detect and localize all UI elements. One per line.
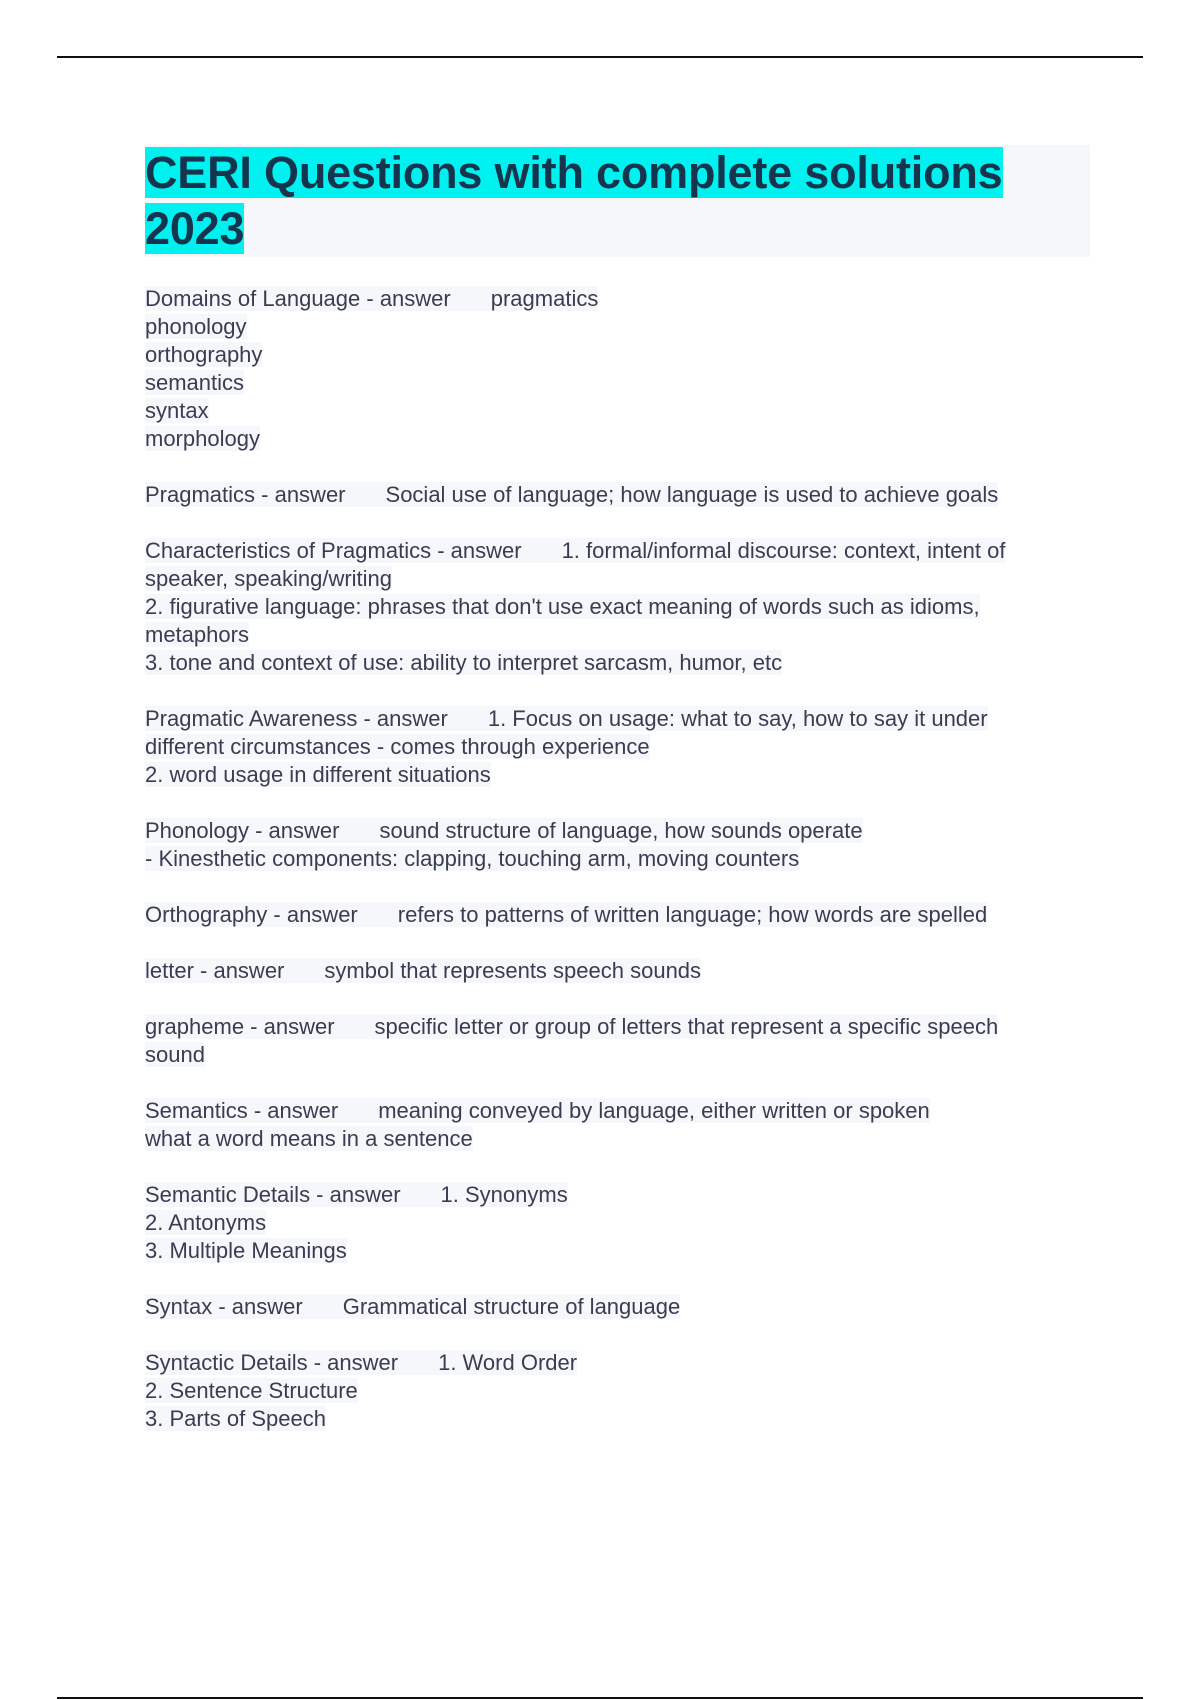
bottom-rule: [57, 1697, 1143, 1699]
question-term: grapheme - answer: [145, 1014, 335, 1039]
document-body: [145, 145, 1090, 1461]
question-term: Phonology - answer: [145, 818, 340, 843]
qa-first-line: [145, 705, 1090, 733]
qa-first-line-bg: [145, 1294, 680, 1319]
qa-first-line-bg: [145, 1098, 930, 1123]
qa-entry: [145, 1097, 1090, 1153]
qa-first-line-bg: [145, 902, 987, 927]
answer-line: [145, 621, 1090, 649]
qa-entry: [145, 957, 1090, 985]
qa-first-line: [145, 1349, 1090, 1377]
answer-line-text: 2. Sentence Structure: [145, 1378, 358, 1403]
qa-first-line: [145, 1097, 1090, 1125]
qa-entry: [145, 1293, 1090, 1321]
question-term: Pragmatic Awareness - answer: [145, 706, 448, 731]
answer-line: [145, 1209, 1090, 1237]
qa-first-line-bg: [145, 958, 701, 983]
answer-line-text: 2. Antonyms: [145, 1210, 267, 1235]
qa-first-line-bg: [145, 818, 863, 843]
question-term: Semantic Details - answer: [145, 1182, 401, 1207]
answer-text: 1. formal/informal discourse: context, intent of: [561, 538, 1006, 563]
answer-line: [145, 313, 1090, 341]
answer-line: [145, 341, 1090, 369]
answer-line: [145, 649, 1090, 677]
qa-first-line: [145, 537, 1090, 565]
answer-line: [145, 761, 1090, 789]
answer-text: refers to patterns of written language; how words are spelled: [397, 902, 988, 927]
qa-list: [145, 285, 1090, 1433]
answer-line-text: metaphors: [145, 622, 249, 647]
qa-first-line: [145, 1181, 1090, 1209]
qa-first-line-bg: [145, 482, 998, 507]
answer-line-text: - Kinesthetic components: clapping, touching arm, moving counters: [145, 846, 800, 871]
answer-line: [145, 1377, 1090, 1405]
answer-line-text: orthography: [145, 342, 263, 367]
answer-line-text: 3. Multiple Meanings: [145, 1238, 347, 1263]
answer-line-text: sound: [145, 1042, 205, 1067]
answer-line: [145, 1405, 1090, 1433]
qa-first-line-bg: [145, 706, 988, 731]
answer-line: [145, 369, 1090, 397]
qa-first-line: [145, 901, 1090, 929]
qa-first-line-bg: [145, 1014, 998, 1039]
title-line-2: 2023: [145, 203, 245, 254]
qa-entry: [145, 285, 1090, 453]
answer-line-text: morphology: [145, 426, 260, 451]
question-term: Syntax - answer: [145, 1294, 303, 1319]
answer-text: Social use of language; how language is used to achieve goals: [385, 482, 999, 507]
answer-line-text: 3. tone and context of use: ability to interpret sarcasm, humor, etc: [145, 650, 783, 675]
answer-text: 1. Word Order: [438, 1350, 578, 1375]
qa-first-line: [145, 1293, 1090, 1321]
answer-line-text: syntax: [145, 398, 209, 423]
answer-text: meaning conveyed by language, either written or spoken: [378, 1098, 930, 1123]
qa-first-line-bg: [145, 286, 598, 311]
answer-text: pragmatics: [490, 286, 599, 311]
question-term: letter - answer: [145, 958, 285, 983]
question-term: Orthography - answer: [145, 902, 358, 927]
qa-first-line: [145, 481, 1090, 509]
qa-first-line-bg: [145, 1350, 577, 1375]
answer-line-text: what a word means in a sentence: [145, 1126, 473, 1151]
answer-text: sound structure of language, how sounds operate: [379, 818, 863, 843]
answer-line-text: 2. word usage in different situations: [145, 762, 491, 787]
qa-first-line: [145, 957, 1090, 985]
qa-entry: [145, 705, 1090, 789]
qa-entry: [145, 1181, 1090, 1265]
question-term: Pragmatics - answer: [145, 482, 346, 507]
qa-first-line-bg: [145, 538, 1005, 563]
title-block: [145, 145, 1090, 257]
answer-line: [145, 733, 1090, 761]
answer-line: [145, 397, 1090, 425]
answer-line: [145, 1125, 1090, 1153]
qa-entry: [145, 901, 1090, 929]
document-title: [145, 145, 1090, 257]
answer-line: [145, 1041, 1090, 1069]
qa-first-line-bg: [145, 1182, 568, 1207]
answer-line: [145, 1237, 1090, 1265]
answer-line-text: 3. Parts of Speech: [145, 1406, 326, 1431]
question-term: Domains of Language - answer: [145, 286, 451, 311]
answer-line-text: semantics: [145, 370, 245, 395]
answer-line-text: speaker, speaking/writing: [145, 566, 393, 591]
qa-first-line: [145, 817, 1090, 845]
qa-entry: [145, 817, 1090, 873]
question-term: Semantics - answer: [145, 1098, 339, 1123]
qa-entry: [145, 537, 1090, 677]
answer-line: [145, 845, 1090, 873]
answer-line: [145, 593, 1090, 621]
answer-text: symbol that represents speech sounds: [324, 958, 702, 983]
answer-text: 1. Synonyms: [440, 1182, 568, 1207]
answer-line-text: 2. figurative language: phrases that don't use exact meaning of words such as idioms,: [145, 594, 980, 619]
answer-text: specific letter or group of letters that represent a specific speech: [374, 1014, 999, 1039]
answer-line: [145, 425, 1090, 453]
answer-line-text: different circumstances - comes through experience: [145, 734, 650, 759]
qa-first-line: [145, 285, 1090, 313]
answer-line-text: phonology: [145, 314, 247, 339]
answer-line: [145, 565, 1090, 593]
qa-entry: [145, 1013, 1090, 1069]
question-term: Syntactic Details - answer: [145, 1350, 399, 1375]
title-line-1: CERI Questions with complete solutions: [145, 147, 1003, 198]
answer-text: 1. Focus on usage: what to say, how to say it under: [487, 706, 988, 731]
qa-entry: [145, 481, 1090, 509]
qa-entry: [145, 1349, 1090, 1433]
answer-text: Grammatical structure of language: [342, 1294, 681, 1319]
qa-first-line: [145, 1013, 1090, 1041]
question-term: Characteristics of Pragmatics - answer: [145, 538, 522, 563]
top-rule: [57, 56, 1143, 58]
